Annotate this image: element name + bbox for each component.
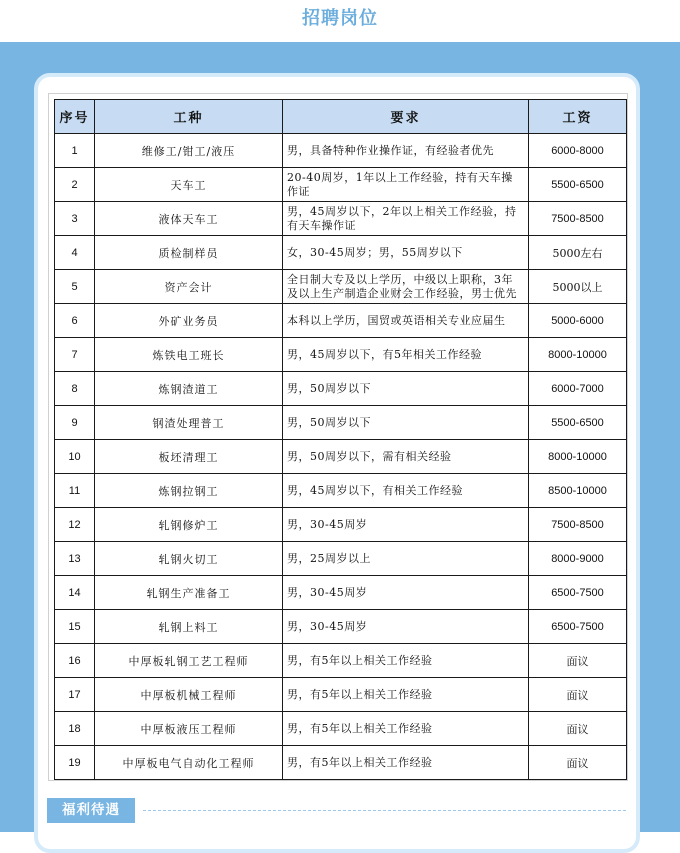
row-job-title: 轧钢火切工 bbox=[95, 542, 283, 576]
row-number: 9 bbox=[55, 406, 95, 440]
row-number: 1 bbox=[55, 134, 95, 168]
row-salary: 面议 bbox=[529, 712, 627, 746]
row-salary: 面议 bbox=[529, 644, 627, 678]
row-requirement: 男，有5年以上相关工作经验 bbox=[283, 678, 529, 712]
row-number: 17 bbox=[55, 678, 95, 712]
table-row bbox=[55, 440, 627, 474]
row-salary: 5000以上 bbox=[529, 270, 627, 304]
row-number: 8 bbox=[55, 372, 95, 406]
row-number: 7 bbox=[55, 338, 95, 372]
row-job-title: 中厚板机械工程师 bbox=[95, 678, 283, 712]
header-no: 序号 bbox=[55, 100, 95, 134]
row-requirement: 男，50周岁以下，需有相关经验 bbox=[283, 440, 529, 474]
table-row bbox=[55, 406, 627, 440]
table-row bbox=[55, 610, 627, 644]
row-number: 5 bbox=[55, 270, 95, 304]
table-row bbox=[55, 236, 627, 270]
row-job-title: 轧钢生产准备工 bbox=[95, 576, 283, 610]
row-number: 14 bbox=[55, 576, 95, 610]
row-job-title: 钢渣处理普工 bbox=[95, 406, 283, 440]
table-row bbox=[55, 134, 627, 168]
row-requirement: 男，45周岁以下，有相关工作经验 bbox=[283, 474, 529, 508]
row-salary: 8000-9000 bbox=[529, 542, 627, 576]
row-number: 10 bbox=[55, 440, 95, 474]
row-requirement: 男，30-45周岁 bbox=[283, 576, 529, 610]
row-requirement: 男，有5年以上相关工作经验 bbox=[283, 712, 529, 746]
row-requirement: 男，具备特种作业操作证，有经验者优先 bbox=[283, 134, 529, 168]
row-job-title: 中厚板液压工程师 bbox=[95, 712, 283, 746]
job-table-body bbox=[55, 134, 627, 780]
row-requirement: 女，30-45周岁；男，55周岁以下 bbox=[283, 236, 529, 270]
row-requirement: 男，25周岁以上 bbox=[283, 542, 529, 576]
header-salary: 工资 bbox=[529, 100, 627, 134]
row-number: 19 bbox=[55, 746, 95, 780]
row-salary: 8500-10000 bbox=[529, 474, 627, 508]
row-salary: 面议 bbox=[529, 678, 627, 712]
page-title: 招聘岗位 bbox=[0, 0, 680, 42]
row-job-title: 液体天车工 bbox=[95, 202, 283, 236]
row-job-title: 炼钢渣道工 bbox=[95, 372, 283, 406]
table-row bbox=[55, 746, 627, 780]
section-divider bbox=[143, 810, 626, 811]
row-requirement: 全日制大专及以上学历，中级以上职称，3年及以上生产制造企业财会工作经验，男士优先 bbox=[283, 270, 529, 304]
row-salary: 8000-10000 bbox=[529, 440, 627, 474]
row-job-title: 维修工/钳工/液压 bbox=[95, 134, 283, 168]
row-number: 12 bbox=[55, 508, 95, 542]
row-salary: 5000-6000 bbox=[529, 304, 627, 338]
row-salary: 6500-7500 bbox=[529, 610, 627, 644]
row-requirement: 男，45周岁以下，2年以上相关工作经验，持有天车操作证 bbox=[283, 202, 529, 236]
job-table bbox=[54, 99, 627, 780]
row-salary: 5500-6500 bbox=[529, 406, 627, 440]
row-job-title: 炼铁电工班长 bbox=[95, 338, 283, 372]
row-requirement: 20-40周岁，1年以上工作经验，持有天车操作证 bbox=[283, 168, 529, 202]
row-number: 2 bbox=[55, 168, 95, 202]
header-job: 工种 bbox=[95, 100, 283, 134]
row-salary: 5500-6500 bbox=[529, 168, 627, 202]
row-number: 18 bbox=[55, 712, 95, 746]
row-number: 3 bbox=[55, 202, 95, 236]
row-requirement: 男，30-45周岁 bbox=[283, 610, 529, 644]
row-job-title: 中厚板电气自动化工程师 bbox=[95, 746, 283, 780]
row-job-title: 轧钢上料工 bbox=[95, 610, 283, 644]
table-row bbox=[55, 576, 627, 610]
row-job-title: 质检制样员 bbox=[95, 236, 283, 270]
row-salary: 5000左右 bbox=[529, 236, 627, 270]
table-row bbox=[55, 644, 627, 678]
table-row bbox=[55, 372, 627, 406]
row-salary: 6000-7000 bbox=[529, 372, 627, 406]
header-requirement: 要求 bbox=[283, 100, 529, 134]
row-salary: 面议 bbox=[529, 746, 627, 780]
table-row bbox=[55, 338, 627, 372]
row-number: 4 bbox=[55, 236, 95, 270]
row-requirement: 男，45周岁以下，有5年相关工作经验 bbox=[283, 338, 529, 372]
row-number: 11 bbox=[55, 474, 95, 508]
row-job-title: 外矿业务员 bbox=[95, 304, 283, 338]
row-requirement: 男，50周岁以下 bbox=[283, 372, 529, 406]
table-header-row bbox=[55, 100, 627, 134]
row-salary: 6500-7500 bbox=[529, 576, 627, 610]
row-job-title: 板坯清理工 bbox=[95, 440, 283, 474]
row-requirement: 本科以上学历，国贸或英语相关专业应届生 bbox=[283, 304, 529, 338]
table-row bbox=[55, 168, 627, 202]
row-job-title: 资产会计 bbox=[95, 270, 283, 304]
table-row bbox=[55, 474, 627, 508]
row-number: 15 bbox=[55, 610, 95, 644]
row-number: 16 bbox=[55, 644, 95, 678]
row-requirement: 男，30-45周岁 bbox=[283, 508, 529, 542]
row-requirement: 男，50周岁以下 bbox=[283, 406, 529, 440]
table-row bbox=[55, 304, 627, 338]
row-requirement: 男，有5年以上相关工作经验 bbox=[283, 644, 529, 678]
row-salary: 8000-10000 bbox=[529, 338, 627, 372]
row-job-title: 中厚板轧钢工艺工程师 bbox=[95, 644, 283, 678]
section-tag-benefits: 福利待遇 bbox=[47, 798, 135, 823]
row-salary: 7500-8500 bbox=[529, 202, 627, 236]
row-salary: 7500-8500 bbox=[529, 508, 627, 542]
row-number: 13 bbox=[55, 542, 95, 576]
row-job-title: 轧钢修炉工 bbox=[95, 508, 283, 542]
table-row bbox=[55, 202, 627, 236]
table-row bbox=[55, 678, 627, 712]
row-job-title: 炼钢拉钢工 bbox=[95, 474, 283, 508]
row-requirement: 男，有5年以上相关工作经验 bbox=[283, 746, 529, 780]
table-row bbox=[55, 712, 627, 746]
table-row bbox=[55, 542, 627, 576]
row-job-title: 天车工 bbox=[95, 168, 283, 202]
row-number: 6 bbox=[55, 304, 95, 338]
table-row bbox=[55, 508, 627, 542]
table-row bbox=[55, 270, 627, 304]
row-salary: 6000-8000 bbox=[529, 134, 627, 168]
